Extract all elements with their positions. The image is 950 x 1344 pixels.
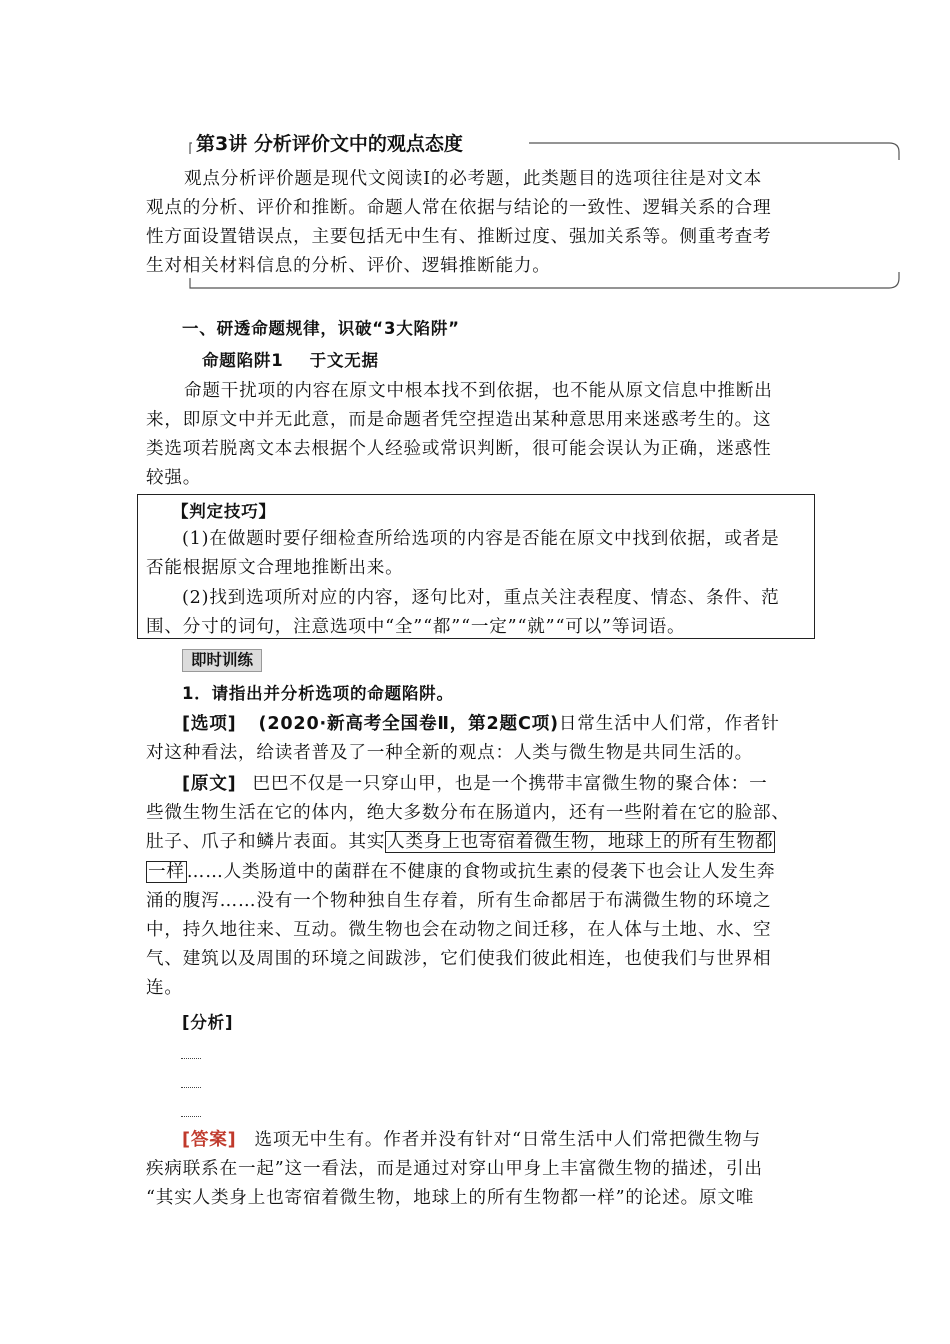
practice-tag: 即时训练	[182, 649, 262, 672]
answer-line-2: 疾病联系在一起”这一看法，而是通过对穿山甲身上丰富微生物的描述，引出	[146, 1159, 763, 1179]
option-label: [选项]	[182, 714, 237, 734]
trap-line-3: 类选项若脱离文本去根据个人经验或常识判断，很可能会误认为正确，迷惑性	[146, 439, 772, 459]
original-highlight-2: 一样	[148, 862, 185, 882]
skill-line-4: 围、分寸的词句，注意选项中“全”“都”“一定”“就”“可以”等词语。	[146, 617, 686, 637]
original-line-1	[182, 770, 768, 799]
skill-line-1: (1)在做题时要仔细检查所给选项的内容是否能在原文中找到依据，或者是	[182, 529, 780, 549]
option-text: 日常生活中人们常，作者针	[558, 714, 780, 734]
section-heading: 一、研透命题规律，识破“3大陷阱”	[182, 319, 460, 338]
option-source: (2020·新高考全国卷Ⅱ，第2题C项)	[258, 714, 559, 734]
intro-line-2: 观点的分析、评价和推断。命题人常在依据与结论的一致性、逻辑关系的合理	[146, 198, 772, 218]
answer-blank-1[interactable]	[181, 1058, 201, 1059]
original-line-8: 连。	[146, 978, 183, 998]
original-text-1: 巴巴不仅是一只穿山甲，也是一个携带丰富微生物的聚合体：一	[252, 774, 768, 794]
answer-text-1: 选项无中生有。作者并没有针对“日常生活中人们常把微生物与	[254, 1130, 761, 1150]
original-text-4: ……人类肠道中的菌群在不健康的食物或抗生素的侵袭下也会让人发生奔	[186, 862, 776, 882]
skill-line-3: (2)找到选项所对应的内容，逐句比对，重点关注表程度、情态、条件、范	[182, 588, 780, 608]
original-line-7: 气、建筑以及周围的环境之间跋涉，它们使我们彼此相连，也使我们与世界相	[146, 949, 772, 969]
answer-line-3: “其实人类身上也寄宿着微生物，地球上的所有生物都一样”的论述。原文唯	[146, 1188, 755, 1208]
skill-heading: 【判定技巧】	[172, 502, 276, 521]
trap-line-1: 命题干扰项的内容在原文中根本找不到依据，也不能从原文信息中推断出	[184, 381, 773, 401]
intro-line-4: 生对相关材料信息的分析、评价、逻辑推断能力。	[146, 256, 551, 276]
answer-line-1	[182, 1126, 761, 1155]
answer-label: [答案]	[182, 1130, 237, 1150]
trap-line-4: 较强。	[146, 468, 202, 488]
answer-blank-2[interactable]	[181, 1087, 201, 1088]
intro-line-3: 性方面设置错误点，主要包括无中生有、推断过度、强加关系等。侧重考查考	[146, 227, 772, 247]
option-line-1	[182, 710, 780, 739]
option-line-2: 对这种看法，给读者普及了一种全新的观点：人类与微生物是共同生活的。	[146, 743, 753, 763]
original-label: [原文]	[182, 774, 237, 794]
trap-heading: 命题陷阱1 于文无据	[202, 351, 379, 370]
original-line-6: 中，持久地往来、互动。微生物也会在动物之间迁移，在人体与土地、水、空	[146, 920, 772, 940]
answer-blank-3[interactable]	[181, 1116, 201, 1117]
skill-line-2: 否能根据原文合理地推断出来。	[146, 558, 404, 578]
original-line-4	[146, 858, 775, 887]
page-title: 第3讲 分析评价文中的观点态度	[192, 129, 469, 156]
original-highlight-1: 人类身上也寄宿着微生物，地球上的所有生物都	[387, 832, 774, 852]
question: 1．请指出并分析选项的命题陷阱。	[182, 684, 454, 703]
intro-line-1: 观点分析评价题是现代文阅读Ⅰ的必考题，此类题目的选项往往是对文本	[184, 169, 762, 189]
trap-line-2: 来，即原文中并无此意，而是命题者凭空捏造出某种意思用来迷惑考生的。这	[146, 410, 772, 430]
original-line-3	[146, 828, 775, 857]
original-line-5: 涌的腹泻……没有一个物种独自生存着，所有生命都居于布满微生物的环境之	[146, 891, 772, 911]
original-line-2: 些微生物生活在它的体内，绝大多数分布在肠道内，还有一些附着在它的脸部、	[146, 803, 790, 823]
original-text-3: 肚子、爪子和鳞片表面。其实	[146, 832, 386, 852]
analysis-label: [分析]	[182, 1013, 234, 1032]
